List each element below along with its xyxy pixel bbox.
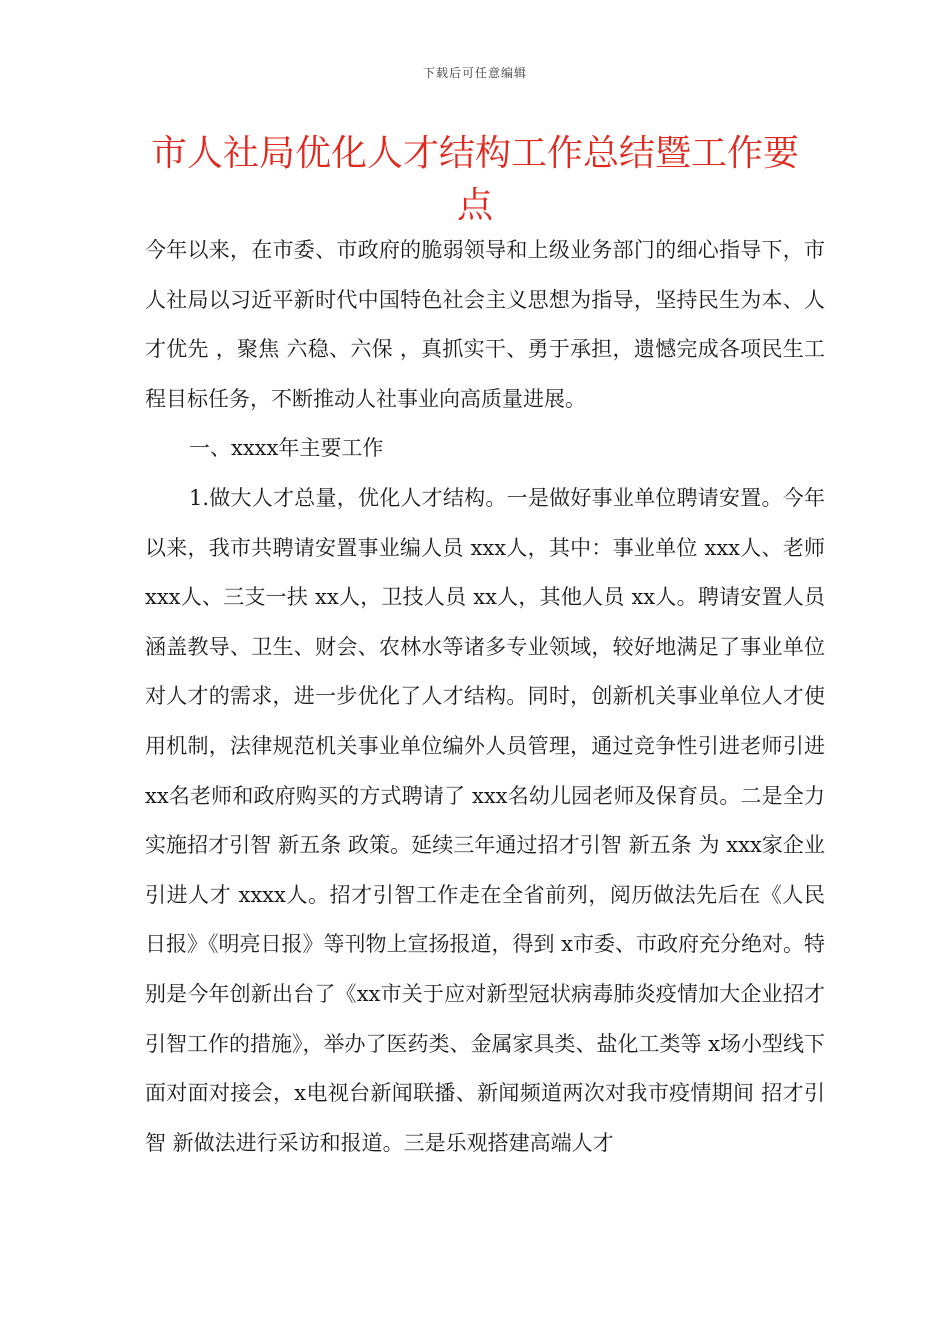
section-body-paragraph: 1.做大人才总量，优化人才结构。一是做好事业单位聘请安置。今年以来，我市共聘请安置事业编人员 xxx人，其中：事业单位 xxx人、老师 xxx人、三支一扶 xx人，卫技人员 xx人，其他人员 xx人。聘请安置人员涵盖教导、卫生、财会、农林水等诸多专业领域，较好地满足了事业单位对人才的需求，进一步优化了人才结构。同时，创新机关事业单位人才使用机制，法律规范机关事业单位编外人员管理，通过竞争性引进老师引进 xx名老师和政府购买的方式聘请了 xxx名幼儿园老师及保育员。二是全力实施招才引智 新五条 政策。延续三年通过招才引智 新五条 为 xxx家企业引进人才 xxxx人。招才引智工作走在全省前列，阅历做法先后在《人民日报》《明亮日报》等刊物上宣扬报道，得到 x市委、市政府充分绝对。特别是今年创新出台了《xx市关于应对新型冠状病毒肺炎疫情加大企业招才引智工作的措施》，举办了医药类、金属家具类、盐化工类等 x场小型线下面对面对接会，x电视台新闻联播、新闻频道两次对我市疫情期间 招才引智 新做法进行采访和报道。三是乐观搭建高端人才 bbox=[145, 485, 826, 1155]
header-note: 下载后可任意编辑 bbox=[422, 66, 527, 80]
intro-paragraph: 今年以来，在市委、市政府的脆弱领导和上级业务部门的细心指导下，市人社局以习近平新时代中国特色社会主义思想为指导，坚持民生为本、人才优先 ，聚焦 六稳、六保 ，真抓实干、勇于承担，遗憾完成各项民生工程目标任务，不断推动人社事业向高质量进展。 bbox=[145, 238, 825, 411]
document-title bbox=[120, 128, 830, 232]
title-line-2: 点 bbox=[456, 185, 493, 226]
section-heading: 一、xxxx年主要工作 bbox=[189, 436, 384, 461]
title-line-1: 市人社局优化人才结构工作总结暨工作要 bbox=[150, 133, 799, 174]
document-body bbox=[145, 226, 825, 1168]
